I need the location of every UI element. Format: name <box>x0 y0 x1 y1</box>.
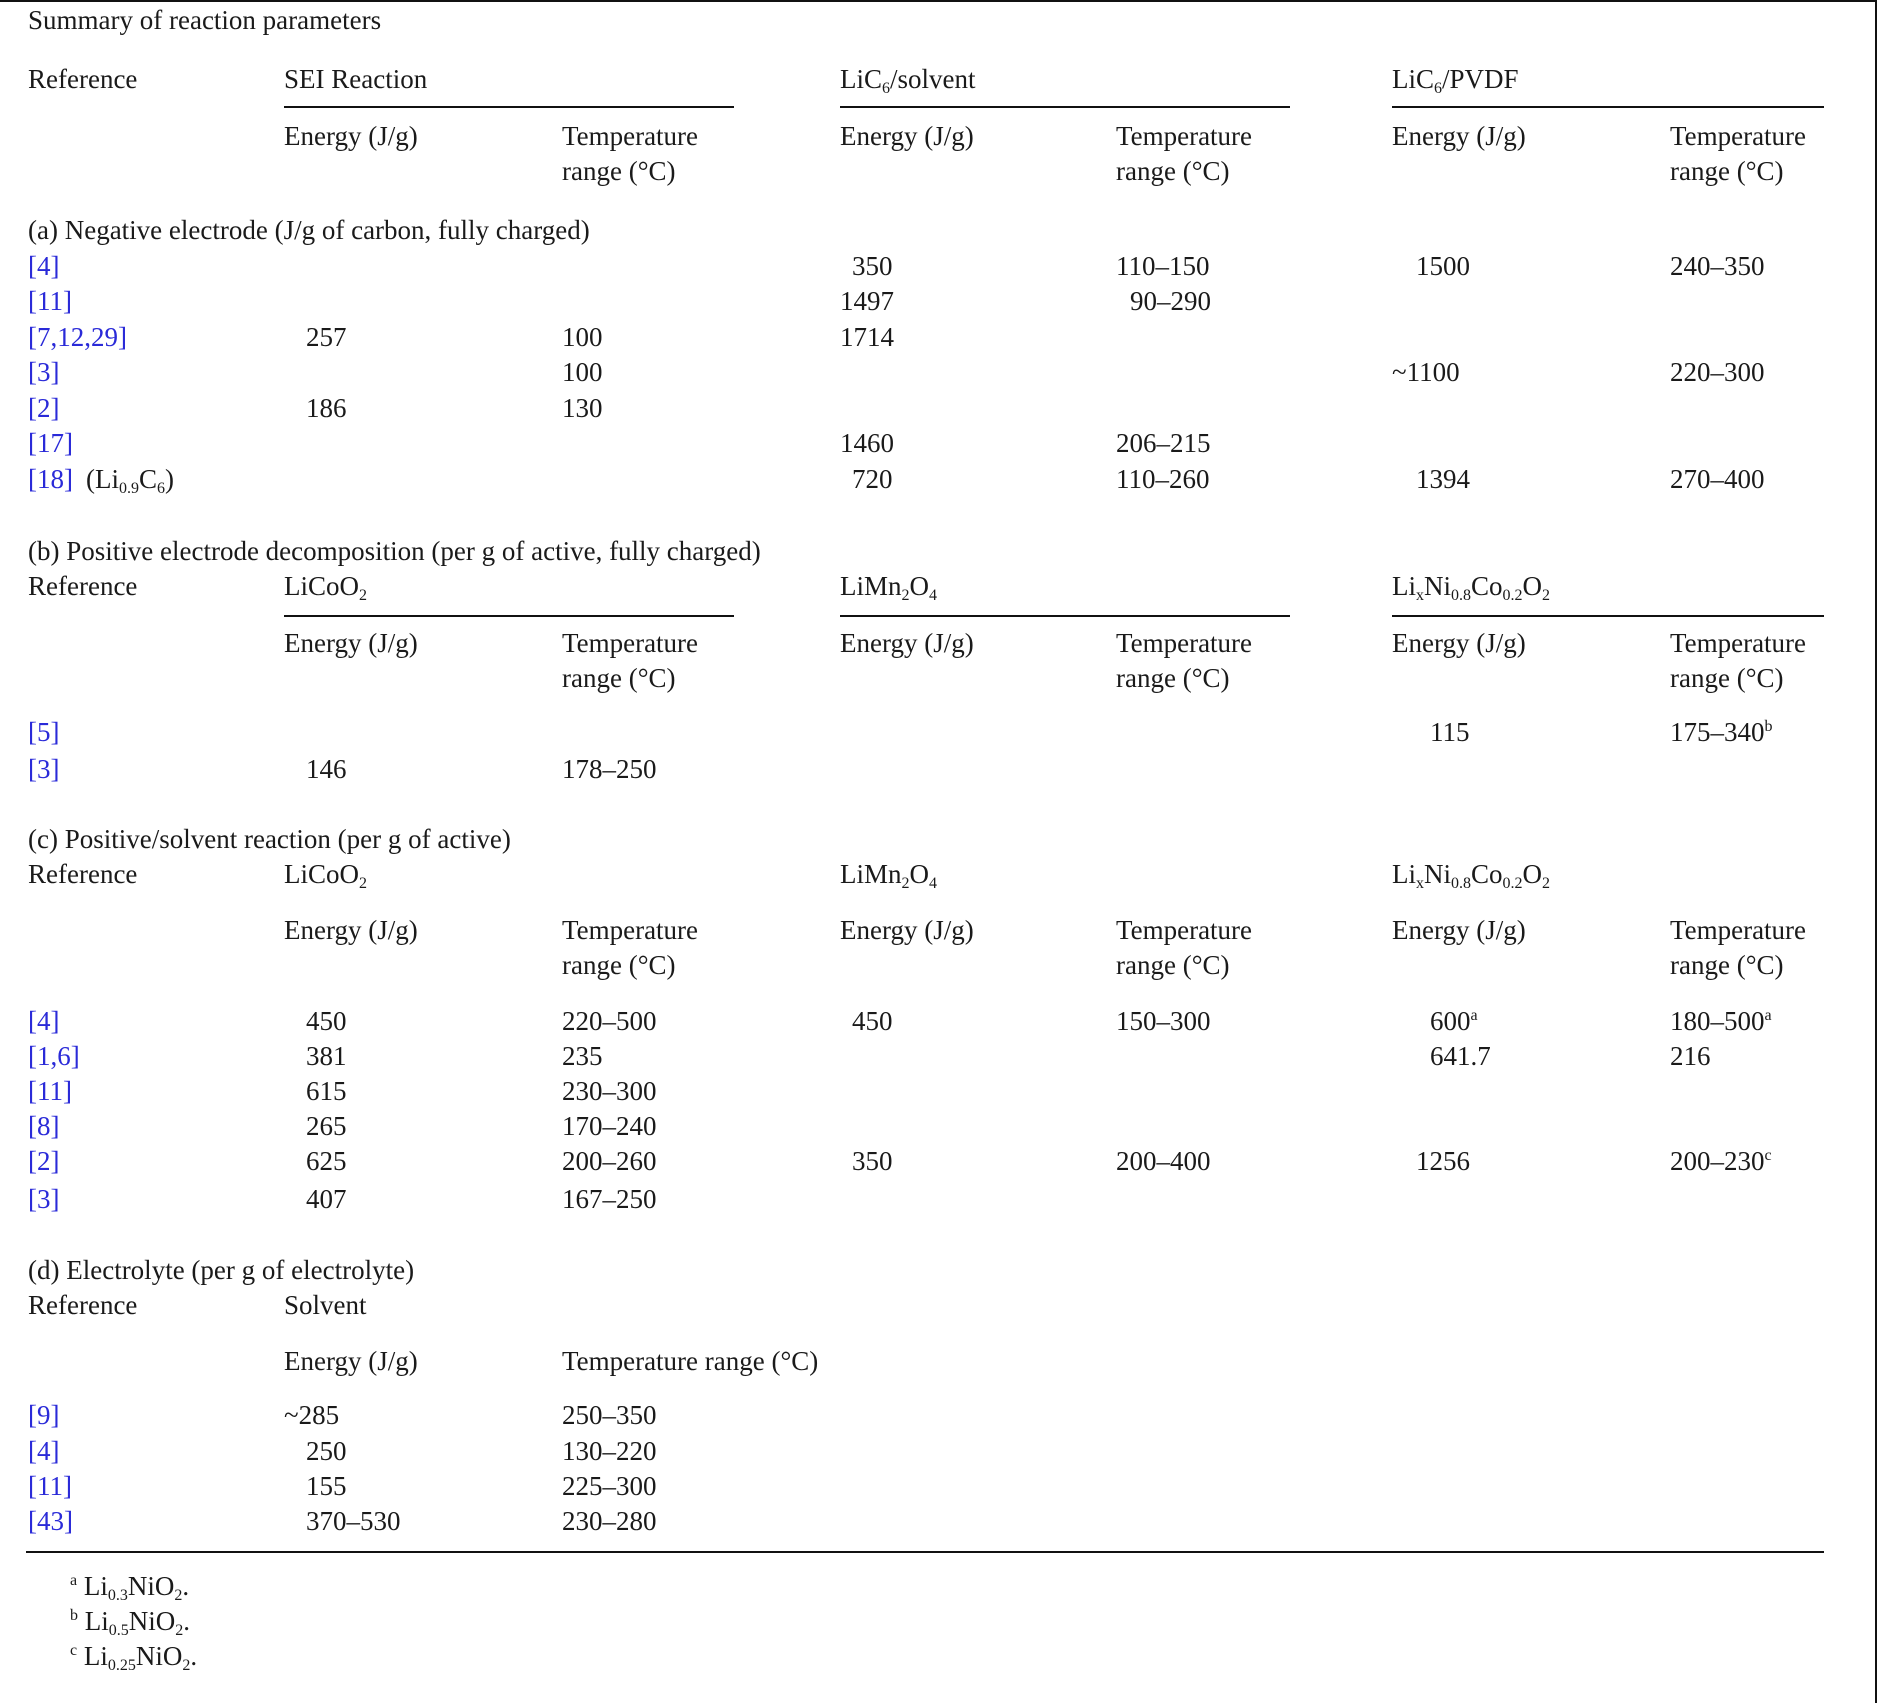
col-header-energy: Energy (J/g) <box>284 628 418 658</box>
table-cell: 206–215 <box>1116 428 1211 458</box>
footnote-mark: b <box>1764 718 1773 735</box>
table-cell: 220–300 <box>1670 357 1765 387</box>
col-header-temp-line2: range (°C) <box>562 950 676 980</box>
reference-link[interactable]: [4] <box>28 1436 60 1466</box>
col-header-temp-line2: range (°C) <box>1670 950 1784 980</box>
table-cell: 110–150 <box>1116 251 1210 281</box>
table-cell: 641.7 <box>1430 1041 1491 1071</box>
table-cell: 216 <box>1670 1041 1711 1071</box>
reference-link[interactable]: [11] <box>28 1471 72 1501</box>
group-rule <box>1392 106 1824 108</box>
col-header-temp-range: Temperature range (°C) <box>562 1346 819 1376</box>
col-header-energy: Energy (J/g) <box>840 915 974 945</box>
table-cell: 720 <box>852 464 893 494</box>
col-header-energy: Energy (J/g) <box>1392 915 1526 945</box>
footnote: $^b$ $Li_{0.5}NiO_2$. <box>70 1606 190 1639</box>
col-header-energy: Energy (J/g) <box>840 628 974 658</box>
footnote-mark: a <box>70 1572 78 1589</box>
table-cell: 130–220 <box>562 1436 657 1466</box>
footnote-mark: b <box>70 1607 78 1624</box>
table-cell: 350 <box>852 251 893 281</box>
reference-link[interactable]: [3] <box>28 754 60 784</box>
col-header-temp-line2: range (°C) <box>1670 156 1784 186</box>
table-cell-value: 600 <box>1430 1006 1471 1036</box>
reference-link[interactable]: [5] <box>28 717 60 747</box>
footnote: $^c$ $Li_{0.25}NiO_2$. <box>70 1641 198 1674</box>
table-cell: 250–350 <box>562 1400 657 1430</box>
group-header-lic6-pvdf: LiC$_6$/PVDF <box>1392 64 1519 97</box>
group-header-solvent: Solvent <box>284 1290 367 1320</box>
table-cell: 90–290 <box>1130 286 1211 316</box>
table-cell: 450 <box>306 1006 347 1036</box>
group-header-limn2o4: $LiMn_2O_4$ <box>840 571 938 604</box>
table-cell: 155 <box>306 1471 347 1501</box>
table-cell-value: 180–500 <box>1670 1006 1765 1036</box>
reference-link[interactable]: [18] <box>28 464 73 494</box>
table-cell: 167–250 <box>562 1184 657 1214</box>
footnote: $^a$ $Li_{0.3}NiO_2$. <box>70 1571 190 1604</box>
table-cell: 150–300 <box>1116 1006 1211 1036</box>
group-rule <box>284 106 734 108</box>
col-header-temp-line1: Temperature <box>562 121 699 151</box>
group-header-licoo2: LiCoO$_2$ <box>284 571 368 604</box>
table-cell: 200–260 <box>562 1146 657 1176</box>
table-bottom-rule <box>26 1551 1824 1553</box>
col-header-temp-line1: Temperature <box>1116 121 1253 151</box>
table-cell: 250 <box>306 1436 347 1466</box>
col-header-temp-line2: range (°C) <box>562 663 676 693</box>
reference-link[interactable]: [9] <box>28 1400 60 1430</box>
table-cell: 407 <box>306 1184 347 1214</box>
table-cell: 1394 <box>1416 464 1470 494</box>
section-a-heading: (a) Negative electrode (J/g of carbon, fully charged) <box>28 215 590 245</box>
table-cell: 220–500 <box>562 1006 657 1036</box>
col-header-temp-line1: Temperature <box>1670 915 1807 945</box>
table-cell: 450 <box>852 1006 893 1036</box>
col-header-energy: Energy (J/g) <box>1392 121 1526 151</box>
group-header-lini-co: $Li_xNi_{0.8}Co_{0.2}O_2$ <box>1392 859 1551 892</box>
table-cell: 370–530 <box>306 1506 401 1536</box>
table-cell: 230–300 <box>562 1076 657 1106</box>
group-header-sei: SEI Reaction <box>284 64 428 94</box>
reference-link[interactable]: [3] <box>28 1184 60 1214</box>
col-header-temp-line1: Temperature <box>562 915 699 945</box>
reference-link[interactable]: [11] <box>28 1076 72 1106</box>
table-cell: 381 <box>306 1041 347 1071</box>
table-cell: 615 <box>306 1076 347 1106</box>
table-cell: 130 <box>562 393 603 423</box>
reference-link[interactable]: [2] <box>28 1146 60 1176</box>
col-header-energy: Energy (J/g) <box>284 121 418 151</box>
table-title: Summary of reaction parameters <box>28 5 382 35</box>
reference-link[interactable]: [4] <box>28 251 60 281</box>
table-cell: 270–400 <box>1670 464 1765 494</box>
table-cell <box>1430 1005 1478 1037</box>
footnote-mark: a <box>1470 1007 1478 1024</box>
table-cell: 1460 <box>840 428 894 458</box>
reference-link[interactable]: [3] <box>28 357 60 387</box>
table-cell: 186 <box>306 393 347 423</box>
footnote-mark: c <box>70 1642 78 1659</box>
table-cell: 257 <box>306 322 347 352</box>
table-cell: 200–400 <box>1116 1146 1211 1176</box>
group-header-limn2o4: $LiMn_2O_4$ <box>840 859 938 892</box>
table-cell: 146 <box>306 754 347 784</box>
reference-link[interactable]: [7,12,29] <box>28 322 127 352</box>
col-header-reference: Reference <box>28 1290 138 1320</box>
col-header-energy: Energy (J/g) <box>1392 628 1526 658</box>
table-cell: 350 <box>852 1146 893 1176</box>
table-cell: 1256 <box>1416 1146 1470 1176</box>
group-rule <box>1392 615 1824 617</box>
col-header-temp-line1: Temperature <box>1670 628 1807 658</box>
col-header-temp-line2: range (°C) <box>1116 950 1230 980</box>
col-header-reference: Reference <box>28 859 138 889</box>
section-d-heading: (d) Electrolyte (per g of electrolyte) <box>28 1255 415 1285</box>
footnote-mark: a <box>1764 1007 1772 1024</box>
group-header-licoo2: LiCoO$_2$ <box>284 859 368 892</box>
group-rule <box>840 106 1290 108</box>
table-cell: 235 <box>562 1041 603 1071</box>
group-rule <box>840 615 1290 617</box>
col-header-temp-line2: range (°C) <box>1116 156 1230 186</box>
section-c-heading: (c) Positive/solvent reaction (per g of active) <box>28 824 511 854</box>
table-cell: 170–240 <box>562 1111 657 1141</box>
table-cell-value: 175–340 <box>1670 717 1765 747</box>
table-cell <box>1670 1005 1772 1037</box>
reference-note: $(Li_{0.9}C_6)$ <box>86 464 175 497</box>
footnote-mark: c <box>1764 1147 1772 1164</box>
reference-link[interactable]: [4] <box>28 1006 60 1036</box>
reference-link[interactable]: [17] <box>28 428 73 458</box>
table-cell <box>1670 1145 1772 1177</box>
table-cell: 100 <box>562 357 603 387</box>
table-cell: 625 <box>306 1146 347 1176</box>
table-cell: 100 <box>562 322 603 352</box>
table-cell: 1497 <box>840 286 894 316</box>
group-header-lic6-solvent: LiC$_6$/solvent <box>840 64 976 97</box>
col-header-temp-line2: range (°C) <box>562 156 676 186</box>
table-cell: 110–260 <box>1116 464 1210 494</box>
table-cell <box>1670 716 1773 748</box>
col-header-temp-line1: Temperature <box>1116 915 1253 945</box>
reference-link[interactable]: [43] <box>28 1506 73 1536</box>
table-cell: 178–250 <box>562 754 657 784</box>
col-header-reference: Reference <box>28 571 138 601</box>
table-cell-value: 200–230 <box>1670 1146 1765 1176</box>
reference-link[interactable]: [2] <box>28 393 60 423</box>
group-rule <box>284 615 734 617</box>
col-header-energy: Energy (J/g) <box>840 121 974 151</box>
col-header-temp-line1: Temperature <box>1116 628 1253 658</box>
col-header-energy: Energy (J/g) <box>284 1346 418 1376</box>
col-header-temp-line1: Temperature <box>562 628 699 658</box>
col-header-energy: Energy (J/g) <box>284 915 418 945</box>
col-header-temp-line2: range (°C) <box>1116 663 1230 693</box>
table-cell: 1500 <box>1416 251 1470 281</box>
table-cell: 265 <box>306 1111 347 1141</box>
table-cell: ~1100 <box>1392 357 1460 387</box>
table-cell: 240–350 <box>1670 251 1765 281</box>
reference-link[interactable]: [8] <box>28 1111 60 1141</box>
reference-link[interactable]: [11] <box>28 286 72 316</box>
table-cell: 230–280 <box>562 1506 657 1536</box>
table-cell: 1714 <box>840 322 894 352</box>
col-header-temp-line1: Temperature <box>1670 121 1807 151</box>
col-header-temp-line2: range (°C) <box>1670 663 1784 693</box>
table-cell: 115 <box>1430 717 1470 747</box>
table-cell: ~285 <box>284 1400 340 1430</box>
group-header-lini-co: $Li_xNi_{0.8}Co_{0.2}O_2$ <box>1392 571 1551 604</box>
col-header-reference: Reference <box>28 64 138 94</box>
section-b-heading: (b) Positive electrode decomposition (per g of active, fully charged) <box>28 536 761 566</box>
table-cell: 225–300 <box>562 1471 657 1501</box>
reference-link[interactable]: [1,6] <box>28 1041 80 1071</box>
